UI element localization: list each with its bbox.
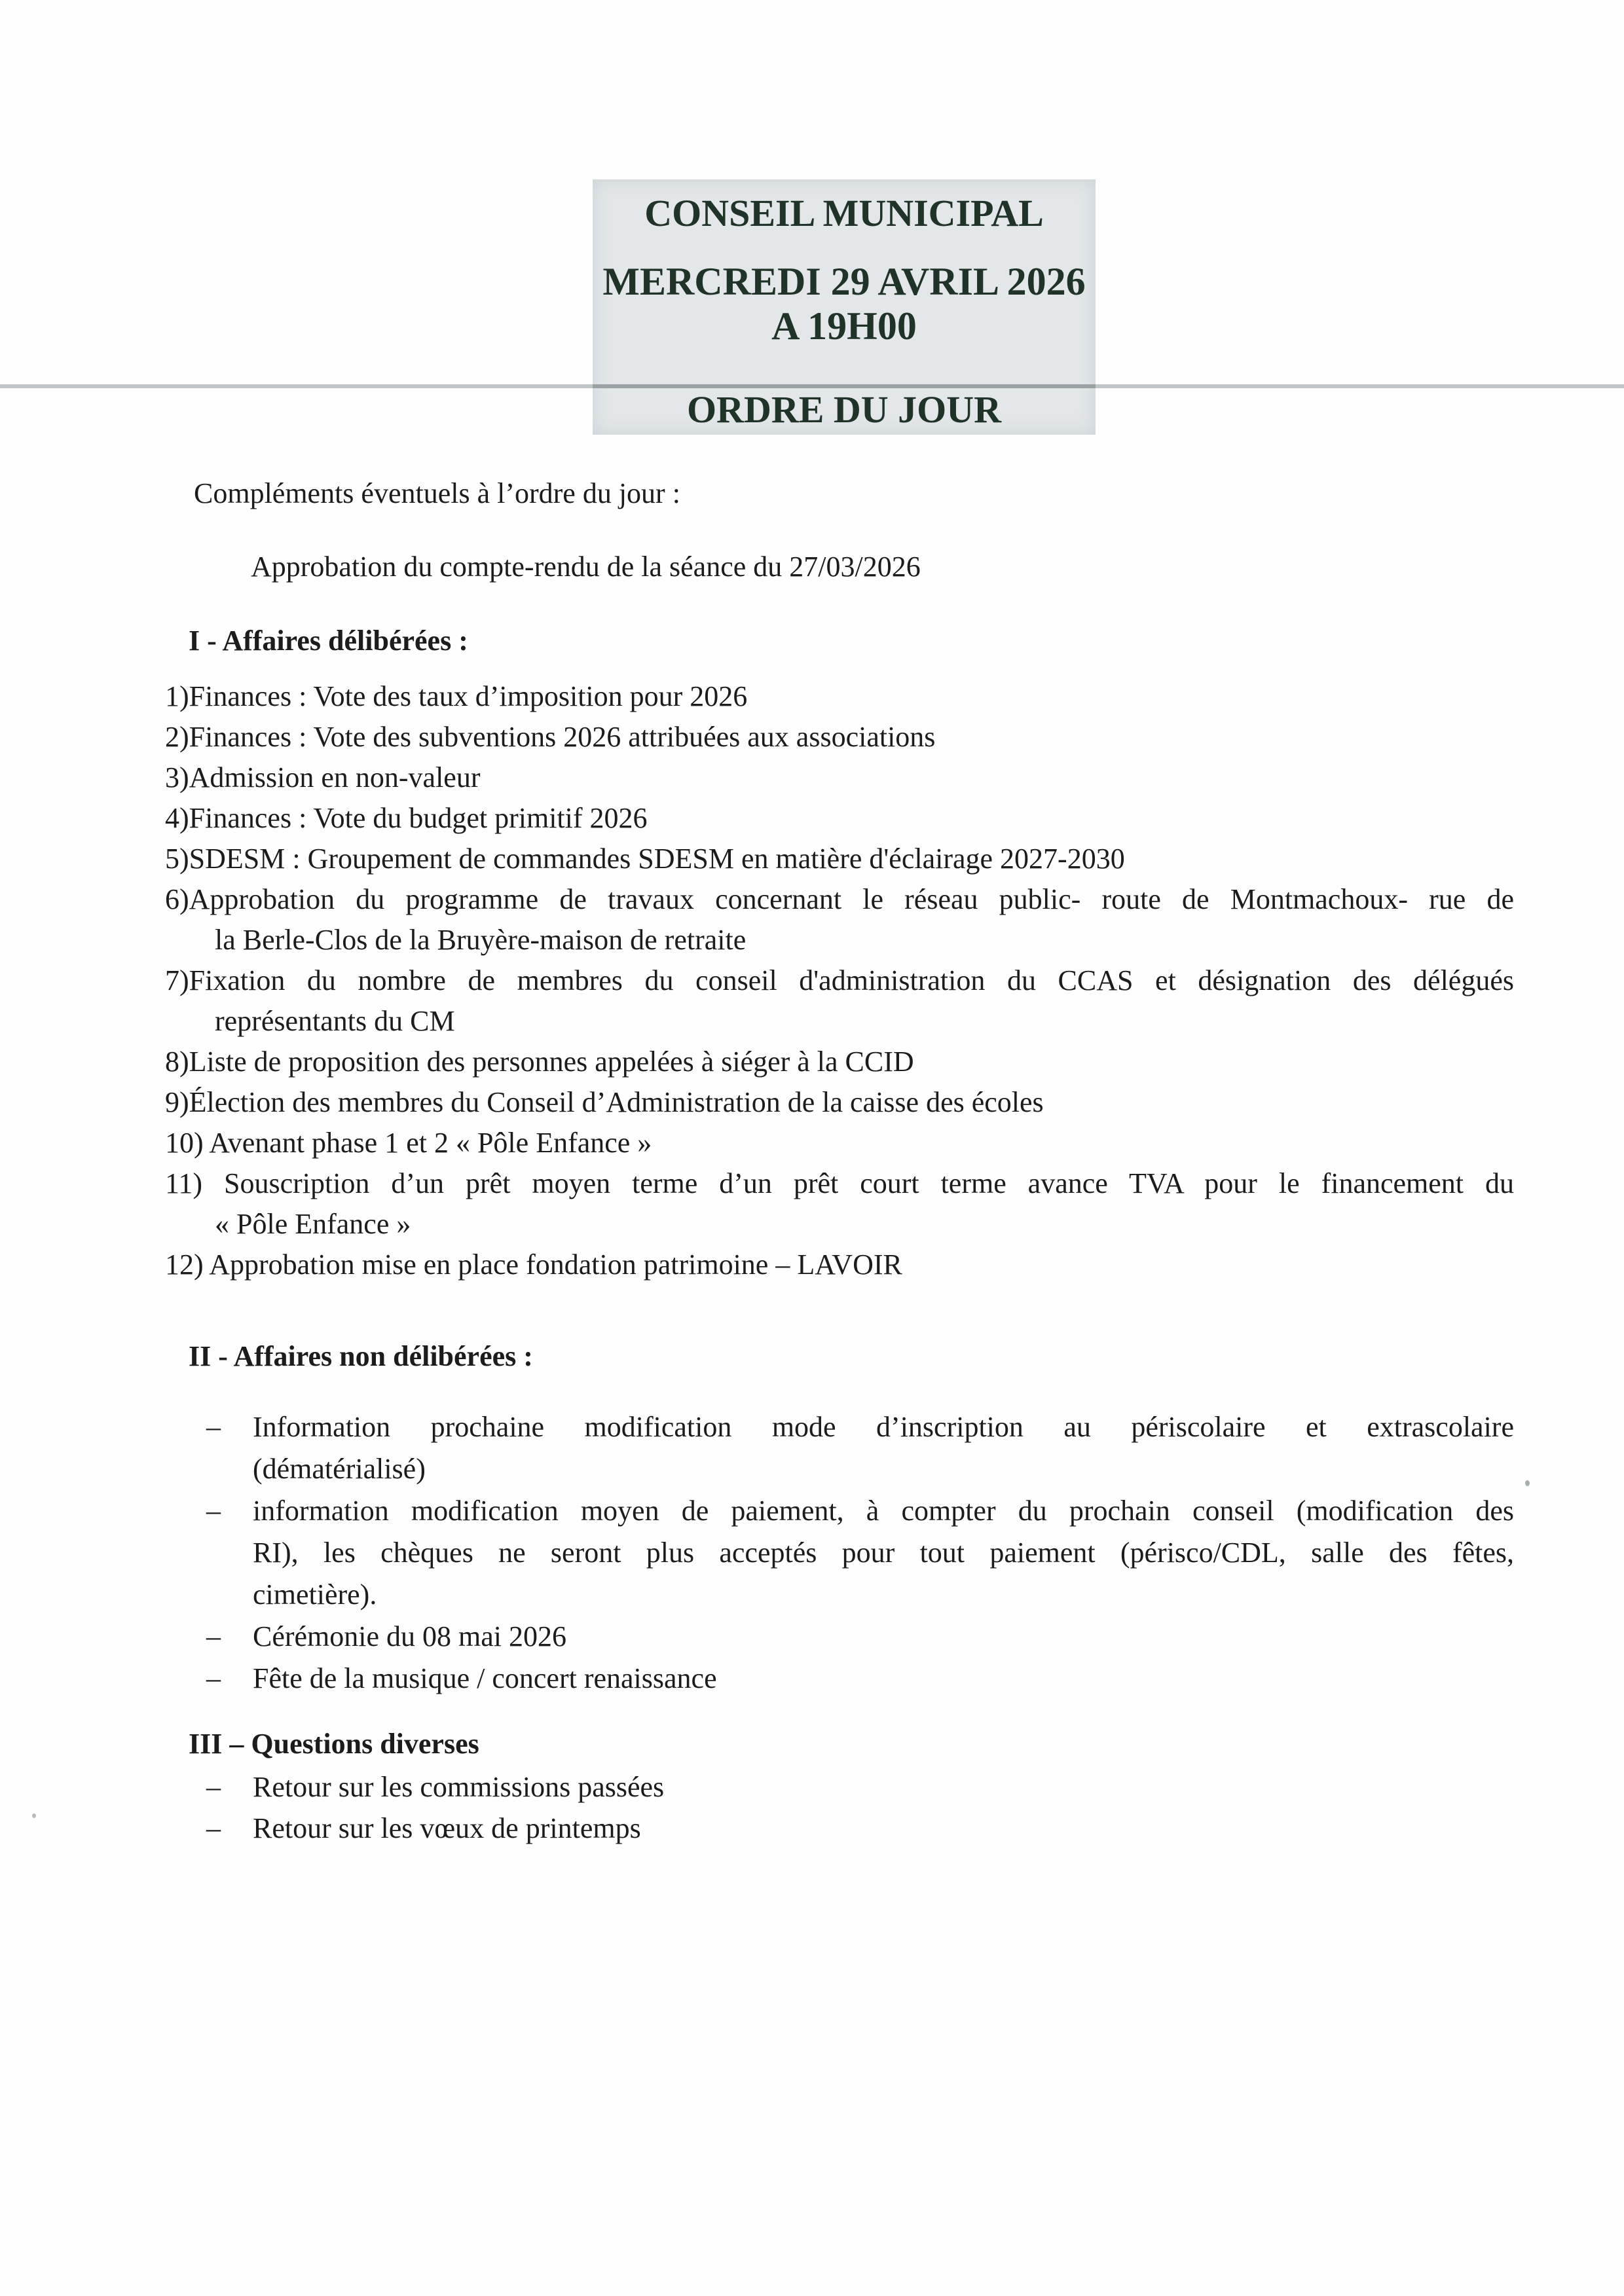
item-text: Approbation du programme de travaux concernant le réseau public- route de Montmachoux- rue de — [189, 883, 1514, 915]
item-number: 8) — [165, 1046, 189, 1078]
item-text: Approbation mise en place fondation patrimoine – LAVOIR — [209, 1248, 902, 1281]
bullet-text: Retour sur les vœux de printemps — [253, 1812, 641, 1844]
agenda-heading: ORDRE DU JOUR — [686, 388, 1002, 431]
bullet-item — [165, 1406, 1514, 1490]
dash-bullet: – — [206, 1662, 221, 1694]
bullet-item — [165, 1808, 1514, 1849]
non-deliberated-items-list — [165, 1406, 1514, 1700]
list-item — [165, 676, 1514, 717]
item-number: 2) — [165, 721, 189, 753]
item-text: Élection des membres du Conseil d’Administration de la caisse des écoles — [189, 1086, 1044, 1118]
item-number: 1) — [165, 680, 189, 712]
item-number: 4) — [165, 802, 189, 834]
list-item — [165, 757, 1514, 798]
item-text: Avenant phase 1 et 2 « Pôle Enfance » — [209, 1127, 652, 1159]
scan-speck — [32, 1813, 36, 1818]
item-number: 10) — [165, 1127, 210, 1159]
list-item — [165, 1082, 1514, 1123]
bullet-text: Information prochaine modification mode d’inscription au périscolaire et extrascolaire — [253, 1411, 1514, 1443]
bullet-text-continuation: (dématérialisé) — [253, 1453, 426, 1485]
meeting-time: A 19H00 — [771, 304, 917, 348]
dash-bullet: – — [206, 1771, 221, 1803]
list-item — [165, 960, 1514, 1042]
horizontal-rule-dark-segment — [593, 384, 1096, 388]
bullet-text: Cérémonie du 08 mai 2026 — [253, 1620, 567, 1652]
dash-bullet: – — [206, 1620, 221, 1652]
item-number: 9) — [165, 1086, 189, 1118]
list-item — [165, 839, 1514, 879]
section3-heading: III – Questions diverses — [189, 1728, 479, 1760]
intro-complements: Compléments éventuels à l’ordre du jour : — [194, 477, 680, 509]
bullet-item — [165, 1658, 1514, 1700]
list-item — [165, 798, 1514, 839]
list-item — [165, 1163, 1514, 1245]
list-item — [165, 1245, 1514, 1285]
bullet-text: information modification moyen de paiement, à compter du prochain conseil (modification des — [253, 1495, 1514, 1527]
header-box — [593, 179, 1096, 435]
item-number: 5) — [165, 843, 189, 875]
bullet-text-continuation: cimetière). — [253, 1578, 377, 1611]
bullet-text: Retour sur les commissions passées — [253, 1771, 665, 1803]
item-text-continuation: représentants du CM — [215, 1005, 455, 1037]
bullet-item — [165, 1490, 1514, 1616]
scan-speck — [1525, 1480, 1530, 1486]
bullet-text-continuation: RI), les chèques ne seront plus acceptés pour tout paiement (périsco/CDL, salle des fêtes, — [253, 1537, 1514, 1569]
list-item — [165, 717, 1514, 757]
item-text: Liste de proposition des personnes appelées à siéger à la CCID — [189, 1046, 914, 1078]
item-text-continuation: la Berle-Clos de la Bruyère-maison de retraite — [215, 924, 747, 956]
deliberated-items-list — [165, 676, 1514, 1285]
bullet-item — [165, 1616, 1514, 1658]
meeting-date: MERCREDI 29 AVRIL 2026 — [602, 260, 1086, 303]
questions-diverses-list — [165, 1766, 1514, 1849]
section2-heading: II - Affaires non délibérées : — [189, 1340, 533, 1372]
item-text: Souscription d’un prêt moyen terme d’un prêt court terme avance TVA pour le financement du — [223, 1167, 1514, 1199]
item-text-continuation: « Pôle Enfance » — [215, 1208, 411, 1240]
item-text: Fixation du nombre de membres du conseil d'administration du CCAS et désignation des délégués — [189, 964, 1514, 996]
dash-bullet: – — [206, 1411, 221, 1443]
item-number: 7) — [165, 964, 189, 996]
item-number: 3) — [165, 761, 189, 793]
intro-approbation: Approbation du compte-rendu de la séance du 27/03/2026 — [251, 551, 921, 583]
list-item — [165, 1042, 1514, 1082]
document-title: CONSEIL MUNICIPAL — [644, 192, 1044, 234]
dash-bullet: – — [206, 1812, 221, 1844]
item-number: 11) — [165, 1167, 224, 1199]
item-text: Finances : Vote du budget primitif 2026 — [189, 802, 648, 834]
item-number: 6) — [165, 883, 189, 915]
item-text: Finances : Vote des taux d’imposition pour 2026 — [189, 680, 748, 712]
dash-bullet: – — [206, 1495, 221, 1527]
item-text: SDESM : Groupement de commandes SDESM en matière d'éclairage 2027-2030 — [189, 843, 1125, 875]
item-text: Finances : Vote des subventions 2026 attribuées aux associations — [189, 721, 936, 753]
list-item — [165, 1123, 1514, 1163]
bullet-item — [165, 1766, 1514, 1808]
bullet-text: Fête de la musique / concert renaissance — [253, 1662, 717, 1694]
section1-heading: I - Affaires délibérées : — [189, 625, 468, 657]
item-text: Admission en non-valeur — [189, 761, 481, 793]
item-number: 12) — [165, 1248, 210, 1281]
list-item — [165, 879, 1514, 960]
